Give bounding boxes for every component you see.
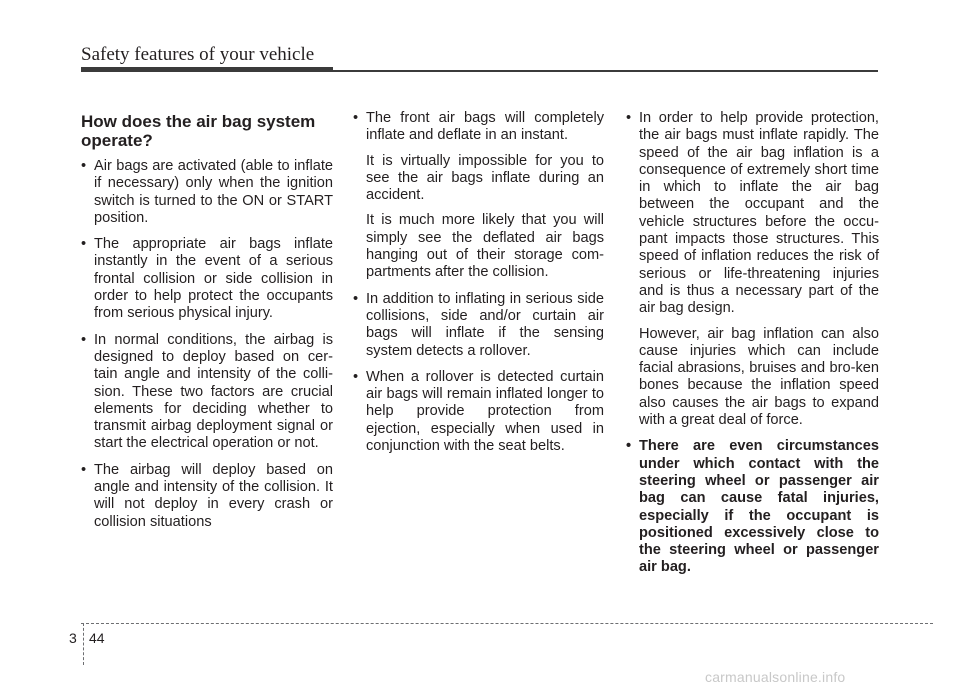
- bullet-list-col2: [353, 110, 604, 455]
- bullet-text: • Air bags are activated (able to inflate if necessary) only when the ignition switch is turned to the ON or START position.: [94, 158, 333, 226]
- bullet-text: • The appropriate air bags inflate instantly in the event of a serious frontal collision or side collision in order to help protect the occupants from serious physical injury.: [94, 236, 333, 322]
- text-column-2: [353, 110, 604, 464]
- bullet-item: [81, 236, 333, 322]
- warning-bullet-text: • There are even circumstances under which contact with the steering wheel or passenger air bag can cause fatal injuries, especially if the occupant is positioned excessively close to the steering wheel or passenger air bag.: [639, 438, 879, 576]
- section-heading: How does the air bag system operate?: [81, 112, 316, 150]
- bullet-item: [353, 291, 604, 360]
- bullet-item: [353, 369, 604, 455]
- page-header-title: Safety features of your vehicle: [81, 44, 315, 65]
- bullet-item: [81, 332, 333, 453]
- bullet-continuation-text: It is virtually impossible for you to see the air bags inflate during an accident.: [366, 152, 604, 204]
- bullet-list-col3: [626, 110, 879, 577]
- warning-bullet-item: [626, 438, 879, 576]
- bullet-text: • In order to help provide protection, the air bags must inflate rapidly. The speed of the air bag inflation is a consequence of extremely short time in which to inflate the air bag between the occupant and the vehicle structures before the occu-pant impacts those structures. This speed of inflation reduces the risk of serious or life-threatening injuries and is thus a necessary part of the air bag design.: [639, 110, 879, 317]
- bullet-continuation-text: It is much more likely that you will simply see the deflated air bags hanging out of their storage com-partments after the collision.: [366, 212, 604, 281]
- bullet-item: [81, 158, 333, 227]
- text-column-1: [81, 112, 333, 540]
- bullet-item: [81, 462, 333, 531]
- bullet-text: • In normal conditions, the airbag is designed to deploy based on cer-tain angle and intensity of the colli-sion. These two factors are crucial elements for deciding whether to transmit airbag deployment signal or start the electrical operation or not.: [94, 331, 333, 452]
- bullet-item: [626, 110, 879, 429]
- bullet-item: [353, 110, 604, 282]
- page-section-number: 3: [69, 630, 77, 646]
- header-rule-thick: [81, 67, 333, 72]
- text-column-3: [626, 110, 879, 586]
- bullet-list-col1: [81, 158, 333, 531]
- bullet-continuation-text: However, air bag inflation can also cause injuries which can include facial abrasions, bruises and bro-ken bones because the inflation speed also causes the air bags to expand with a great deal of force.: [639, 325, 879, 429]
- bullet-text: • The airbag will deploy based on angle and intensity of the collision. It will not deploy in every crash or collision situations: [94, 461, 333, 530]
- bullet-text: • In addition to inflating in serious side collisions, side and/or curtain air bags will inflate if the sensing system detects a rollover.: [366, 290, 604, 359]
- footer-vertical-divider: [83, 623, 84, 665]
- page-number: 44: [89, 630, 105, 646]
- footer-dashed-rule: [81, 623, 933, 624]
- watermark-text: carmanualsonline.info: [705, 669, 846, 685]
- bullet-text: • The front air bags will completely inflate and deflate in an instant.: [366, 110, 604, 144]
- bullet-text: • When a rollover is detected curtain air bags will remain inflated longer to help provide protection from ejection, especially when used in conjunction with the seat belts.: [366, 368, 604, 455]
- header-rule-thin: [333, 70, 878, 72]
